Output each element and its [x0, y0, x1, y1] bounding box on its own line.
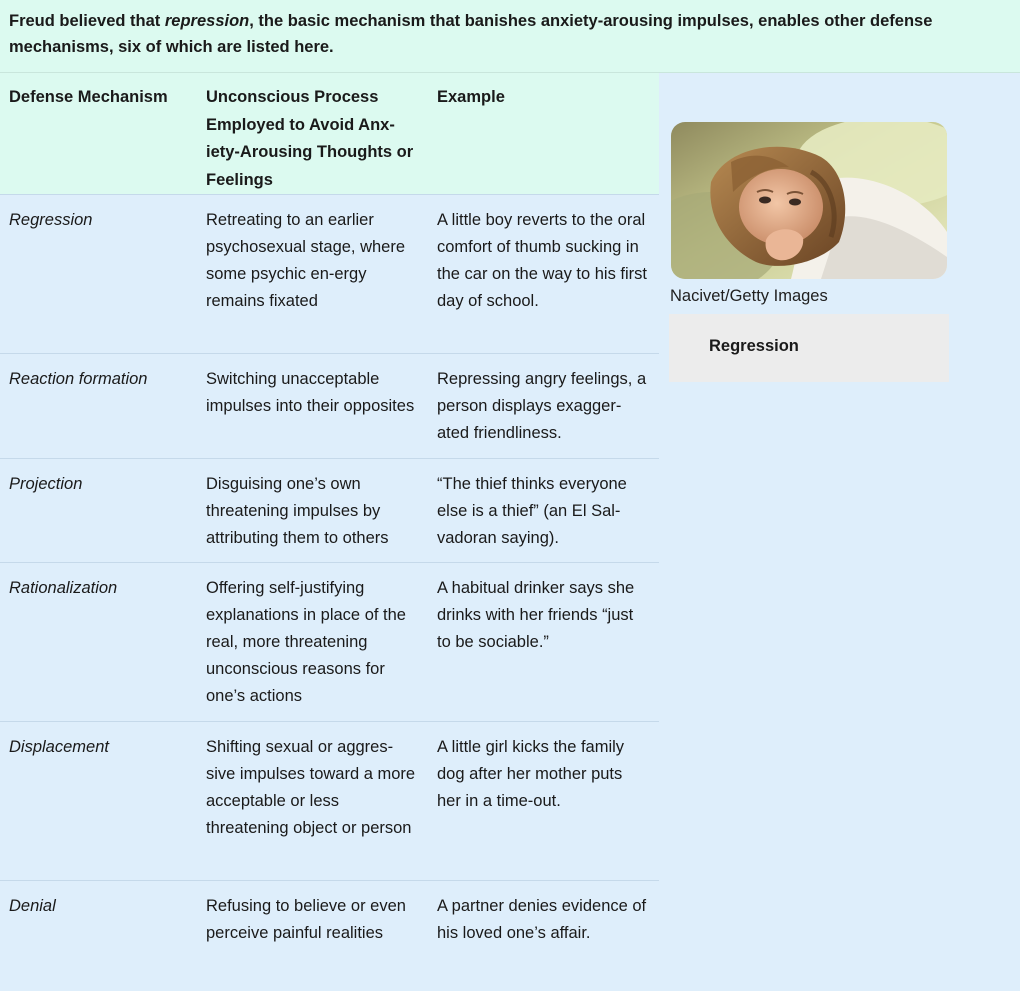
defense-mechanisms-table	[0, 73, 659, 991]
regression-figure	[669, 122, 949, 382]
header-unconscious-process: Unconscious Process Employed to Avoid Anx-iety-Arousing Thoughts or Feelings	[196, 73, 426, 195]
photo-credit: Nacivet/Getty Images	[670, 287, 828, 305]
mechanism-cell: Reaction formation	[0, 354, 196, 459]
table-row	[0, 459, 659, 563]
figure-caption: Regression	[669, 314, 949, 382]
table-header-row	[0, 73, 659, 195]
example-cell: “The thief thinks everyone else is a thief” (an El Sal-vadoran saying).	[426, 459, 659, 563]
example-cell: A partner denies evidence of his loved one’s affair.	[426, 881, 659, 991]
process-cell: Shifting sexual or aggres-sive impulses toward a more acceptable or less threatening object or person	[196, 722, 426, 881]
caption-text-before: Freud believed that	[9, 12, 165, 30]
example-cell: A little girl kicks the family dog after her mother puts her in a time-out.	[426, 722, 659, 881]
table-row	[0, 722, 659, 881]
defense-mechanisms-table-container	[0, 73, 659, 991]
regression-photo	[671, 122, 947, 279]
header-defense-mechanism: Defense Mechanism	[0, 73, 196, 195]
process-cell: Retreating to an earlier psychosexual stage, where some psychic en-ergy remains fixated	[196, 195, 426, 354]
example-cell: A habitual drinker says she drinks with her friends “just to be sociable.”	[426, 563, 659, 722]
mechanism-cell: Projection	[0, 459, 196, 563]
process-cell: Switching unacceptable impulses into their opposites	[196, 354, 426, 459]
process-cell: Disguising one’s own threatening impulses by attributing them to others	[196, 459, 426, 563]
mechanism-cell: Rationalization	[0, 563, 196, 722]
table-row	[0, 881, 659, 991]
table-row	[0, 563, 659, 722]
table-row	[0, 354, 659, 459]
process-cell: Refusing to believe or even perceive painful realities	[196, 881, 426, 991]
caption-emphasis: repression	[164, 12, 250, 30]
mechanism-cell: Displacement	[0, 722, 196, 881]
table-row	[0, 195, 659, 354]
example-cell: A little boy reverts to the oral comfort of thumb sucking in the car on the way to his first day of school.	[426, 195, 659, 354]
example-cell: Repressing angry feelings, a person displays exagger-ated friendliness.	[426, 354, 659, 459]
header-example: Example	[426, 73, 659, 195]
caption-text-after: , the basic mechanism that banishes anxiety-arousing impulses, enables other defense mechanisms, six of which are listed here.	[9, 12, 933, 56]
table-caption	[0, 0, 1020, 73]
process-cell: Offering self-justifying explanations in place of the real, more threatening unconscious reasons for one’s actions	[196, 563, 426, 722]
mechanism-cell: Denial	[0, 881, 196, 991]
mechanism-cell: Regression	[0, 195, 196, 354]
